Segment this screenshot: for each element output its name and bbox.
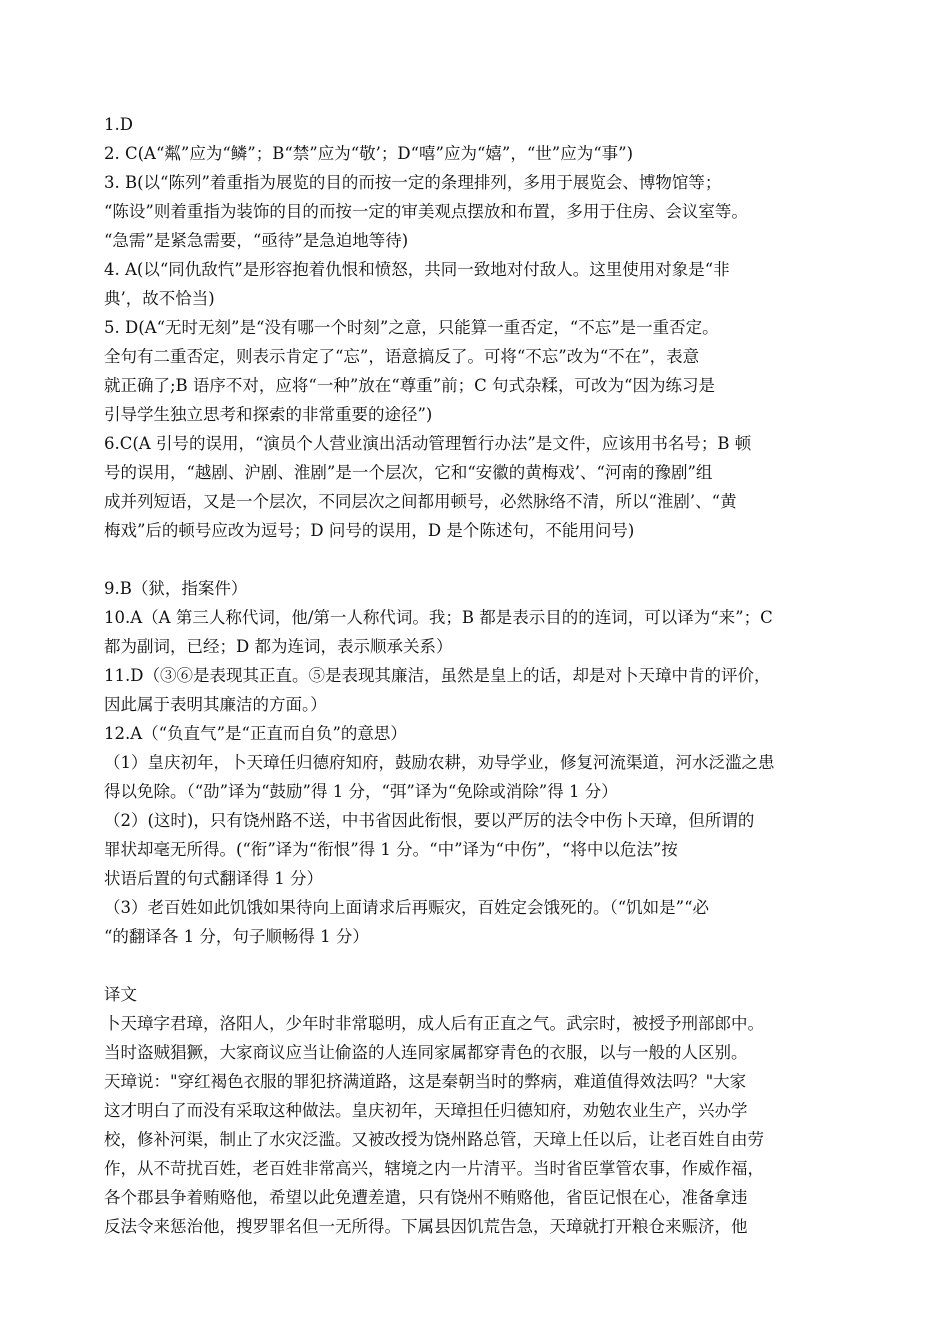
answers-block-2 — [104, 574, 852, 951]
translation-line: 各个郡县争着贿赂他，希望以此免遭差遣，只有饶州不贿赂他，省臣记恨在心，准备拿违 — [104, 1188, 748, 1207]
answer-line: 5. D(A“无时无刻”是“没有哪一个时刻”之意，只能算一重否定，“不忘”是一重否定。 — [104, 318, 719, 337]
answer-line: 得以免除。（“劭”译为“鼓励”得 1 分，“弭”译为“免除或消除”得 1 分） — [104, 782, 618, 801]
answer-line: “陈设”则着重指为装饰的目的而按一定的审美观点摆放和布置，多用于住房、会议室等。 — [104, 202, 748, 221]
answer-line: 全句有二重否定，则表示肯定了“忘”，语意搞反了。可将“不忘”改为“不在”，表意 — [104, 347, 700, 366]
answer-line: 状语后置的句式翻译得 1 分） — [104, 869, 323, 888]
answer-line: 罪状却毫无所得。(“衔”译为“衔恨”得 1 分。“中”译为“中伤”，“将中以危法”按 — [104, 840, 678, 859]
answer-line: 梅戏”后的顿号应改为逗号；D 问号的误用，D 是个陈述句，不能用问号) — [104, 521, 635, 540]
answer-line: 11.D（③⑥是表现其正直。⑤是表现其廉洁，虽然是皇上的话，却是对卜天璋中肯的评价， — [104, 666, 771, 685]
answer-line: 2. C(A“粼”应为“鳞”；B“禁”应为“敬’；D“嘻”应为“嬉”，“世”应为“事”) — [104, 144, 634, 163]
answer-line: （3）老百姓如此饥饿如果待向上面请求后再赈灾，百姓定会饿死的。（“饥如是”“必 — [104, 898, 710, 917]
translation-line: 卜天璋字君璋，洛阳人，少年时非常聪明，成人后有正直之气。武宗时，被授予刑部郎中。 — [104, 1014, 764, 1033]
translation-line: 校，修补河渠，制止了水灾泛滥。又被改授为饶州路总管，天璋上任以后，让老百姓自由劳 — [104, 1130, 764, 1149]
answer-line: 典’，故不恰当) — [104, 289, 215, 308]
translation-line: 作，从不苛扰百姓，老百姓非常高兴，辖境之内一片清平。当时省臣掌管农事，作威作福， — [104, 1159, 764, 1178]
answer-line: 10.A（A 第三人称代词，他/第一人称代词。我；B 都是表示目的的连词，可以译为“来”；C — [104, 608, 773, 627]
answer-line: 成并列短语，又是一个层次，不同层次之间都用顿号，必然脉络不清，所以“淮剧’、“黄 — [104, 492, 737, 511]
translation-line: 反法令来惩治他，搜罗罪名但一无所得。下属县因饥荒告急，天璋就打开粮仓来赈济，他 — [104, 1217, 748, 1236]
answer-line: 3. B(以“陈列”着重指为展览的目的而按一定的条理排列，多用于展览会、博物馆等； — [104, 173, 722, 192]
answer-line: （1）皇庆初年，卜天璋任归德府知府，鼓励农耕，劝导学业，修复河流渠道，河水泛滥之患 — [104, 753, 775, 772]
answer-line: 1.D — [104, 115, 133, 134]
blank-line — [104, 951, 852, 980]
translation-line: 天璋说："穿红褐色衣服的罪犯挤满道路，这是秦朝当时的弊病，难道值得效法吗？"大家 — [104, 1072, 747, 1091]
answer-line: 6.C(A 引号的误用，“演员个人营业演出活动管理暂行办法”是文件，应该用书名号；B 顿 — [104, 434, 752, 453]
document-page — [104, 110, 852, 1241]
answer-line: 因此属于表明其廉洁的方面。） — [104, 695, 327, 714]
translation-heading: 译文 — [104, 985, 137, 1004]
answer-line: （2）(这时)，只有饶州路不送，中书省因此衔恨，要以严厉的法令中伤卜天璋，但所谓的 — [104, 811, 755, 830]
answers-block-1 — [104, 110, 852, 545]
answer-line: 号的误用，“越剧、沪剧、淮剧”是一个层次，它和“安徽的黄梅戏’、“河南的豫剧”组 — [104, 463, 713, 482]
answer-line: 12.A（“负直气”是“正直而自负”的意思） — [104, 724, 407, 743]
translation-section — [104, 980, 852, 1241]
answer-line: 4. A(以“同仇敌忾”是形容抱着仇恨和愤怒，共同一致地对付敌人。这里使用对象是“非 — [104, 260, 730, 279]
blank-line — [104, 545, 852, 574]
answer-line: 都为副词，已经；D 都为连词，表示顺承关系） — [104, 637, 453, 656]
translation-line: 这才明白了而没有采取这种做法。皇庆初年，天璋担任归德知府，劝勉农业生产，兴办学 — [104, 1101, 748, 1120]
translation-line: 当时盗贼猖獗，大家商议应当让偷盗的人连同家属都穿青色的衣服，以与一般的人区别。 — [104, 1043, 748, 1062]
answer-line: “的翻译各 1 分，句子顺畅得 1 分） — [104, 927, 369, 946]
answer-line: 9.B（狱，指案件） — [104, 579, 248, 598]
answer-line: 引导学生独立思考和探索的非常重要的途径”) — [104, 405, 433, 424]
answer-line: 就正确了;B 语序不对，应将“一种”放在“尊重”前；C 句式杂糅，可改为“因为练习是 — [104, 376, 715, 395]
answer-line: “急需”是紧急需要，“亟待”是急迫地等待) — [104, 231, 409, 250]
